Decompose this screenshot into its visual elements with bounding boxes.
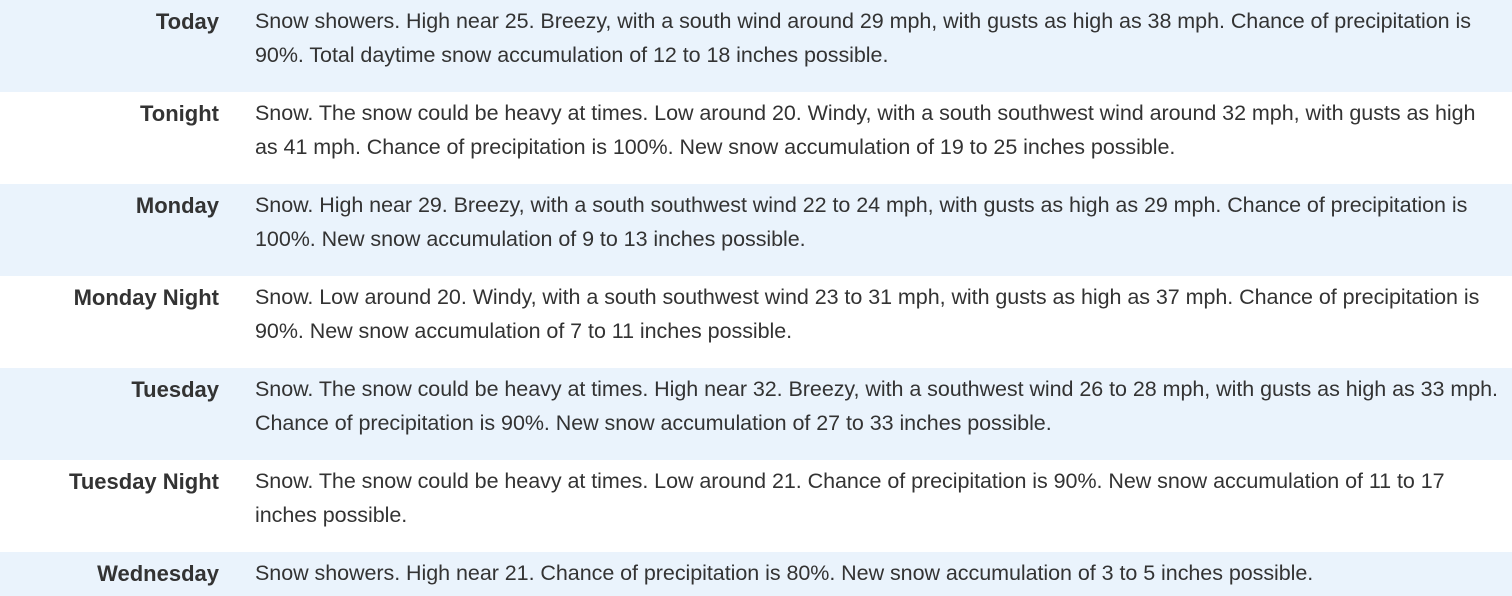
forecast-row-monday-night (0, 276, 1512, 368)
period-label: Tuesday (131, 377, 219, 402)
forecast-row-wednesday (0, 552, 1512, 596)
period-label: Tuesday Night (69, 469, 219, 494)
period-label: Today (155, 9, 219, 34)
forecast-text: Snow. High near 29. Breezy, with a south southwest wind 22 to 24 mph, with gusts as high as 29 mph. Chance of precipitation is 100%. New snow accumulation of 9 to 13 inches possible. (255, 193, 1468, 251)
forecast-row-tonight (0, 92, 1512, 184)
forecast-text: Snow. The snow could be heavy at times. Low around 20. Windy, with a south southwest wind around 32 mph, with gusts as high as 41 mph. Chance of precipitation is 100%. New snow accumulation of 19 to 25 inches possible. (255, 101, 1476, 159)
forecast-row-tuesday (0, 368, 1512, 460)
forecast-text: Snow. Low around 20. Windy, with a south southwest wind 23 to 31 mph, with gusts as high as 37 mph. Chance of precipitation is 90%. New snow accumulation of 7 to 11 inches possible. (255, 285, 1480, 343)
period-label: Tonight (140, 101, 219, 126)
forecast-text: Snow. The snow could be heavy at times. Low around 21. Chance of precipitation is 90%. New snow accumulation of 11 to 17 inches possible. (255, 469, 1445, 527)
forecast-text: Snow showers. High near 21. Chance of precipitation is 80%. New snow accumulation of 3 to 5 inches possible. (255, 561, 1314, 585)
period-label: Wednesday (97, 561, 219, 586)
forecast-text: Snow showers. High near 25. Breezy, with a south wind around 29 mph, with gusts as high as 38 mph. Chance of precipitation is 90%. Total daytime snow accumulation of 12 to 18 inches possible. (255, 9, 1471, 67)
forecast-row-tuesday-night (0, 460, 1512, 552)
forecast-text: Snow. The snow could be heavy at times. High near 32. Breezy, with a southwest wind 26 to 28 mph, with gusts as high as 33 mph. Chance of precipitation is 90%. New snow accumulation of 27 to 33 inches possible. (255, 377, 1498, 435)
forecast-row-monday (0, 184, 1512, 276)
forecast-row-today (0, 0, 1512, 92)
period-label: Monday (135, 193, 219, 218)
period-label: Monday Night (73, 285, 219, 310)
